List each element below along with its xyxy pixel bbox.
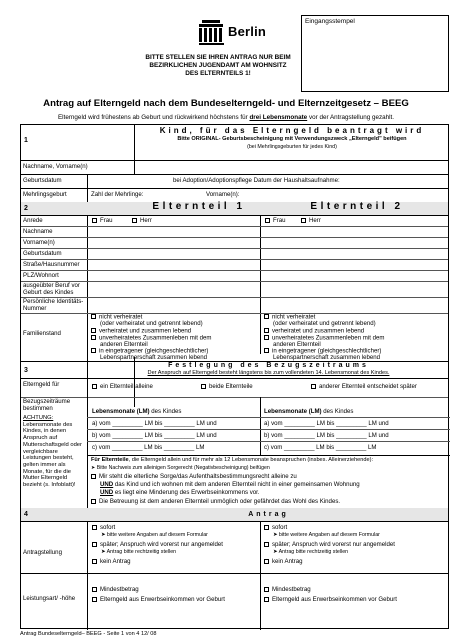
row-label-job: ausgeübter Beruf vor Geburt des Kindes [23, 282, 80, 297]
parent-1-lm-heading: Lebensmonate (LM) des Kindes [92, 408, 182, 415]
single-parent-intro: Für Elternteile, die Elterngeld allein und für mehr als 12 Lebensmonate beanspruchen (insbes. Alleinerziehende): [91, 457, 374, 463]
benefit-type-label: Leistungsart/ -höhe [23, 595, 76, 602]
parent-2-lm-row-c[interactable]: c) vom _________ LM bis _________ LM [264, 444, 377, 451]
form-subtitle: Elterngeld wird frühestens ab Geburt und rückwirkend höchstens für drei Lebensmonate vor der Antragstellung gezahlt. [57, 114, 395, 121]
parent-1-lm-row-a[interactable]: a) vom _________ LM bis _________ LM und [92, 420, 217, 427]
page-footer: Antrag Bundeselterngeld– BEEG - Seite 1 von 4 12/ 08 [20, 631, 157, 637]
parent-1-heading: Elternteil 1 [152, 201, 246, 212]
recipient-later-checkbox[interactable]: anderer Elternteil entscheidet später [311, 383, 417, 390]
period-label: Bezugszeiträume bestimmen [23, 398, 71, 413]
section-1-sub1: Bitte ORIGINAL- Geburtsbescheinigung mit Verwendungszweck „Elterngeld" beifügen [177, 136, 407, 142]
parent-1-marital-options[interactable]: nicht verheiratet (oder verheiratet und getrennt lebend) verheiratet und zusammen lebend unverheiratetes Zusammenleben mit dem anderen Elternteil in eingetragener (gleichgeschlechtlicher) Lebenspartnerschaft zusammen lebend [91, 314, 211, 362]
row-label-marital-status: Familienstand [23, 330, 61, 337]
parent-2-application-options[interactable]: sofort ➤ bitte weitere Angaben auf diesem Formular später; Anspruch wird vorerst nur angemeldet ➤ Antrag bitte rechtzeitig stellen kein Antrag [264, 524, 395, 566]
recipient-alone-checkbox[interactable]: ein Elternteil alleine [92, 383, 153, 390]
form-title: Antrag auf Elterngeld nach dem Bundeselterngeld- und Elternzeitgesetz – BEEG [43, 98, 409, 109]
section-3-sub: Der Anspruch auf Elterngeld besteht längstens bis zum vollendeten 14. Lebensmonat des Kindes. [147, 370, 390, 376]
parent-2-frau-checkbox[interactable]: Frau [265, 217, 286, 224]
parent-1-frau-checkbox[interactable]: Frau [92, 217, 113, 224]
parent-2-benefit-options[interactable]: Mindestbetrag Elterngeld aus Erwerbseinkommen vor Geburt [264, 585, 397, 605]
submission-notice: BITTE STELLEN SIE IHREN ANTRAG NUR BEIM BEZIRKLICHEN JUGENDAMT AM WOHNSITZ DES ELTERNTEILS 1! [145, 54, 291, 78]
parent-2-lm-row-b[interactable]: b) vom _________ LM bis _________ LM und [264, 432, 389, 439]
single-parent-option-2[interactable]: Die Betreuung ist dem anderen Elternteil unmöglich oder gefährdet das Wohl des Kindes. [91, 498, 340, 505]
attention-note: ACHTUNG: Lebensmonate des Kindes, in denen Anspruch auf Mutterschaftsgeld oder vergleichbare Leistungen besteht, gelten immer als Monate, für die die Mutter Elterngeld bezieht (s. Infoblatt)! [23, 415, 82, 489]
row-label-firstnames: Vorname(n) [23, 239, 55, 246]
section-1-heading: Kind, für das Elterngeld beantragt wird [159, 126, 425, 135]
single-parent-note: ➤ Bitte Nachweis zum alleinigen Sorgerecht (Negativbescheinigung) beifügen [91, 465, 270, 471]
section-1-sub2: (bei Mehrlingsgeburten für jedes Kind) [247, 144, 337, 150]
row-label-id: Persönliche Identitäts-Nummer [23, 298, 84, 313]
section-2-number: 2 [24, 205, 28, 212]
section-1-number: 1 [24, 137, 28, 144]
single-parent-option-1b: UND es liegt eine Minderung des Erwerbseinkommens vor. [100, 489, 260, 496]
adoption-label: bei Adoption/Adoptionspflege Datum der Haushaltsaufnahme: [173, 177, 340, 184]
parent-2-lm-row-a[interactable]: a) vom _________ LM bis _________ LM und [264, 420, 389, 427]
row-label-street: Straße/Hausnummer [23, 261, 80, 268]
form-frame [20, 124, 449, 629]
parent-1-benefit-options[interactable]: Mindestbetrag Elterngeld aus Erwerbseinkommen vor Geburt [92, 585, 225, 605]
parent-2-herr-checkbox[interactable]: Herr [301, 217, 321, 224]
section-4-heading: Antrag [248, 511, 289, 518]
parent-1-herr-checkbox[interactable]: Herr [132, 217, 152, 224]
logo-text: Berlin [228, 24, 267, 39]
multiple-firstnames-label: Vorname(n): [206, 191, 240, 198]
parent-2-marital-options[interactable]: nicht verheiratet (oder verheiratet und getrennt lebend) verheiratet und zusammen lebend unverheiratetes Zusammenleben mit dem anderen Elternteil in eingetragener (gleichgeschlechtlicher) Lebenspartnerschaft zusammen lebend [264, 314, 384, 362]
section-3-number: 3 [24, 367, 28, 374]
application-label: Antragstellung [23, 549, 62, 556]
parent-2-heading: Elternteil 2 [310, 201, 404, 212]
row-label-birthdate: Geburtsdatum [23, 250, 62, 257]
stamp-label: Eingangsstempel [305, 18, 355, 25]
recipient-both-checkbox[interactable]: beide Elternteile [201, 383, 253, 390]
row-label-lastname: Nachname [23, 228, 53, 235]
parent-2-lm-heading: Lebensmonate (LM) des Kindes [264, 408, 354, 415]
single-parent-option-1a: UND das Kind und ich wohnen mit dem anderen Elternteil nicht in einer gemeinsamen Wohnung [100, 481, 360, 488]
recipient-label: Elterngeld für [23, 381, 60, 388]
multiple-birth-label: Mehrlingsgeburt [23, 191, 67, 198]
parent-1-lm-row-c[interactable]: c) vom _________ LM bis _________ LM [92, 444, 205, 451]
row-label-city: PLZ/Wohnort [23, 272, 59, 279]
parent-1-application-options[interactable]: sofort ➤ bitte weitere Angaben auf diesem Formular später; Anspruch wird vorerst nur angemeldet ➤ Antrag bitte rechtzeitig stellen kein Antrag [92, 524, 223, 566]
parent-1-lm-row-b[interactable]: b) vom _________ LM bis _________ LM und [92, 432, 217, 439]
child-name-label: Nachname, Vorname(n) [23, 163, 88, 170]
row-label-salutation: Anrede [23, 217, 43, 224]
multiple-count-label: Zahl der Mehrlinge: [91, 191, 144, 198]
section-3-heading: Festlegung des Bezugszeitraums [168, 362, 369, 369]
single-parent-option-1[interactable]: Mir steht die elterliche Sorge/das Aufenthaltsbestimmungsrecht alleine zu [91, 473, 297, 480]
receipt-stamp-box [301, 15, 449, 92]
child-birthdate-label: Geburtsdatum [23, 177, 62, 184]
section-4-number: 4 [24, 511, 28, 518]
